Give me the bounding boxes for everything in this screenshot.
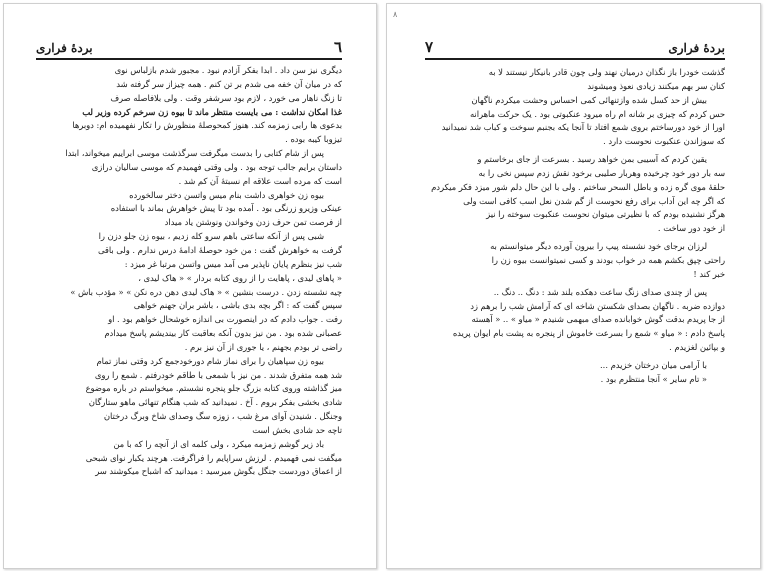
text-line: بیوه زن خواهری داشت بنام میس واتسن دختر سالخورده [129, 189, 324, 200]
text-line: بیش از حد کسل شده وازتنهائی کمی احساس وحشت میکردم ناگهان [471, 94, 707, 105]
text-line: شبی پس از آنکه ساعتی باهم سرو کله زدیم ، بیوه زن جلو دزن را [98, 231, 324, 242]
text-line: هرگز نشنیده بودم که با نظیرتی میتوان نحوست عنکبوت سوخته را نیز [486, 209, 725, 220]
text-line: میگفت نمی فهمیدم . لرزش سراپایم را فراگرفت. هرچند یکبار نوای شبحی [85, 452, 342, 463]
text-line: یقین کردم که آسیبی بمن خواهد رسید . بسرعت از جای برخاستم و [477, 154, 707, 165]
text-line: از فرصت تمن حرف زدن وخواندن ونوشتن یاد میداد [164, 217, 342, 228]
text-line: سه بار دور خود چرخیده وهربار صلیبی برخود نقش زدم سپس نخی را به [478, 167, 725, 178]
text-line: بدعوی ها رابی زمزمه کند. هنوز کمحوصلهٔ منظورش را تکار نفهمیده ام: دوبرها [72, 120, 342, 131]
page-header [36, 38, 342, 60]
running-title: بردهٔ فراری [668, 41, 725, 55]
text-line: از اعماق دوردست جنگل بگوش میرسید : میدانید که اشباح میکوشند سر [95, 466, 342, 477]
text-line: وجنگل . شنیدن آوای مرغ شب ، زوزه سگ وصدای شاخ وبرگ درختان [103, 411, 342, 422]
text-line: گذشت خودرا باز نگذان درمیان نهند ولی چون قادر بانیکار نیستند لا به [488, 67, 725, 77]
text-line: میز گذاشته وروی کتابه بزرگ جلو پنجره نشستم. میخواستم در باره موضوع [85, 383, 342, 394]
text-line: غذا امکان نداشت : می بایست منتظر ماند تا بیوه زن سرخم کرده وزیر لب [82, 106, 342, 117]
text-line: داستان برایم جالب توجه بود . ولی وقتی فهمیدم که موسی سالیان درازی [91, 161, 342, 172]
running-title: بردهٔ فراری [36, 41, 93, 55]
text-line: پاسخ دادم : « میاو » شمع را بسرعت خاموش از پنجره به پشت بام ایوان پریده [452, 328, 725, 339]
text-line: پس از شام کتابی را بدست میگرفت سرگذشت موسی ابراییم میخواند، ابتدا [65, 148, 324, 159]
text-line: با آرامی میان درختان خزیدم ... [600, 359, 707, 370]
text-line: حلقهٔ موی گره زده و باطل السحر ساختم . ولی با این حال دلم شور میزد فکر میکردم [431, 181, 725, 192]
page-body-text [36, 64, 342, 479]
text-line: اورا از خود دورساختم بروی شمع افتاد تا آنجا یکه بجنبم سوخت و کباب شد نمیدانید [441, 122, 725, 133]
text-line: گرفت به خواهرش گفت : من خود حوصلهٔ ادامهٔ درس ندارم . ولی باقی [97, 244, 342, 255]
page-right [386, 3, 761, 569]
text-line: است که مرده است علاقه ام نسبتهٔ آن کم شد . [178, 175, 342, 186]
text-line: عصبانی شده بود . من نیز بدون آنکه بعاقبت کار بیندیشم پاسخ میدادم [104, 328, 342, 339]
text-line: تیزوبا کیبه بوده . [285, 134, 342, 145]
text-line: لرزان برجای خود نشسته پیپ را بیرون آورده دیگر میتوانستم به [490, 241, 707, 252]
page-left [3, 3, 377, 569]
text-line: از جا پریدم بدقت گوش خوابانده صدای مبهمی شنیدم « میاو » .. « آهسته [471, 314, 725, 325]
text-line: رفت . جواب دادم که در اینصورت بی اندازه خوشحال خواهم بود . او [108, 314, 342, 325]
text-line: کنان سر بهم میکنند زیادی نعوذ ومیشوند [587, 80, 725, 91]
page-number: ٦ [333, 38, 342, 56]
text-line: که سوزاندن عنکبوت نحوست دارد . [603, 136, 725, 147]
text-line: تا زنگ ناهار می خورد ، لازم بود سرشفر وقت . ولی بلافاصله صرف [110, 92, 342, 103]
text-line: دوازده ضربه . ناگهان بصدای شکستن شاخه ای که آرامش شب را برهم زد [470, 300, 725, 311]
page-body-text [425, 66, 725, 387]
text-line: تاچه حد شادی بخش است [252, 424, 342, 435]
page-header [425, 38, 725, 60]
page-number: ٧ [425, 38, 434, 56]
text-line: شد همه متفرق شدند . من نیز با شمعی با طاقم خودرفتم . شمع را روی [94, 369, 342, 380]
text-line: دیگری نیز سن داد . ابدا بفکر آزادم نبود . مجبور شدم بازلباس نوی [114, 65, 342, 75]
text-line: راضی تر بودم بجهنم ، یا جوری از آن نیز برم . [184, 341, 342, 352]
text-line: خبر کند ! [693, 268, 725, 279]
corner-mark: ٨ [393, 10, 398, 19]
text-line: شب نیز بنظرم پایان ناپذیر می آمد میس واتسن مرتبا غر میزد : [124, 258, 342, 269]
text-line: سپس گفت که : اگر بچه بدی باشی ، باشر بران جهنم خواهی [133, 300, 342, 311]
text-line: پس از چندی صدای زنگ ساعت دهکده بلند شد : دنگ .. دنگ .. [493, 286, 707, 297]
text-line: که در میان آن خفه می شدم بر تن کنم . همه چیزاز سر گرفته شد [116, 78, 342, 89]
text-line: « تام سایر » آنجا منتظرم بود . [600, 373, 707, 384]
text-line: حس کردم که چیزی بر شانه ام راه میرود عنکبوتی بود . یک حرکت ماهرانه [469, 108, 725, 119]
text-line: از خود دور ساخت . [657, 223, 725, 234]
text-line: چیه نشسته زدن . درست بنشین » « هاک لیدی دهن دره نکن » « مؤدب باش » [70, 286, 342, 297]
text-line: و بپائین لغزیدم . [669, 342, 725, 353]
text-line: که اگر چه این آداب برای رفع نحوست از گم شدن نعل اسب کافی است ولی [463, 195, 725, 206]
text-line: شادی بخشی بفکر بروم . آخ . نمیدانید که شب هنگام تنهائی ماهو ستارگان [88, 397, 342, 408]
text-line: عینکی وزیرو زرنگی بود . آمده بود تا پیش خواهرش بماند با استفاده [110, 203, 342, 214]
text-line: بیوه زن سپاهیان را برای نماز شام دورخودجمع کرد وقتی نماز تمام [96, 355, 324, 366]
text-line: « پاهای لیدی ، پاهایت را از روی کتابه بردار » « هاک لیدی ، [138, 272, 342, 283]
text-line: باد زیر گوشم زمزمه میکرد ، ولی کلمه ای از آنچه را که با من [113, 438, 324, 449]
text-line: راحتی چپق بکشم همه در خواب بودند و کسی نمیتوانست بیوه زن را [491, 254, 725, 265]
